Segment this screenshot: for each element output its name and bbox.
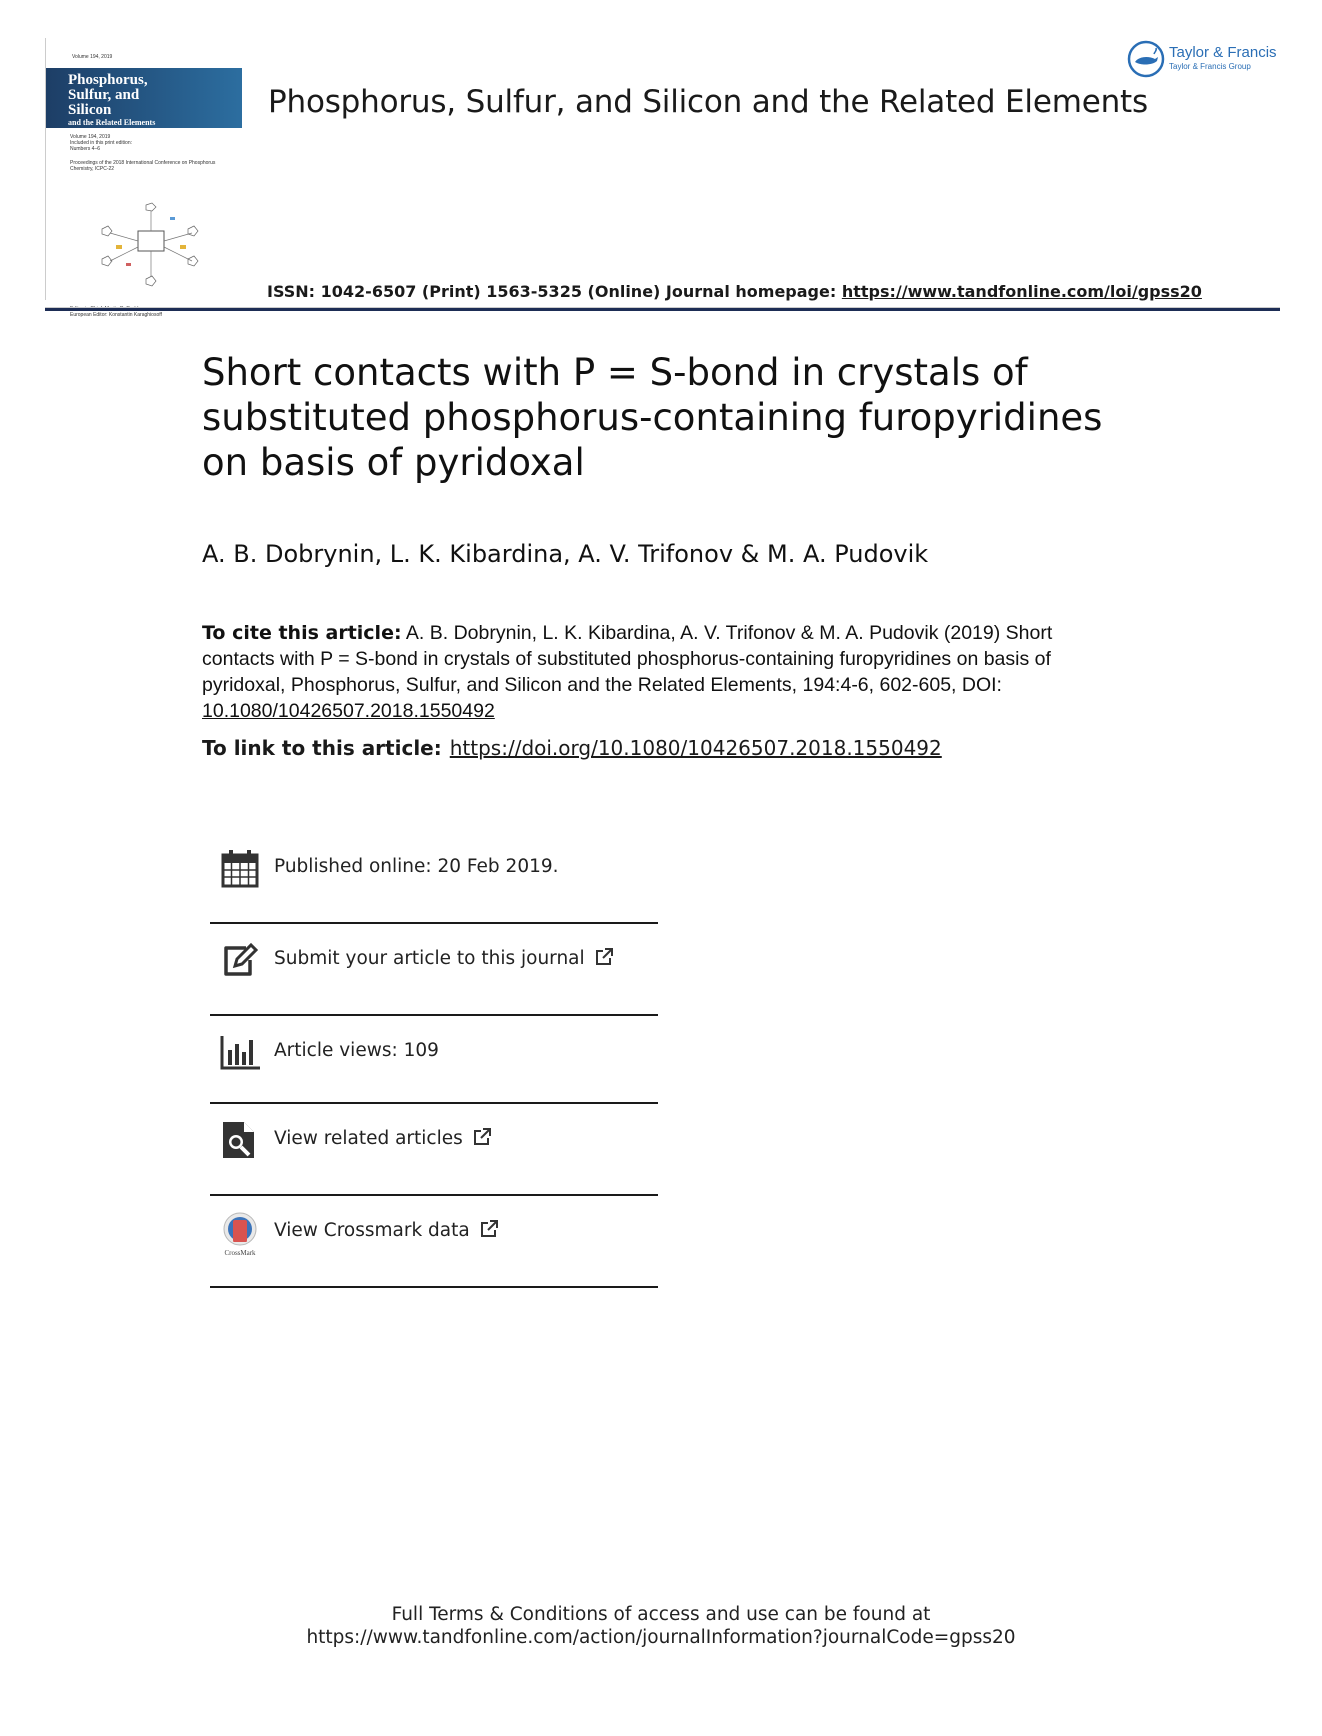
external-link-icon (595, 948, 613, 966)
submit-article-row[interactable] (210, 924, 658, 1014)
issn-text: ISSN: 1042-6507 (Print) 1563-5325 (Online) Journal homepage: (267, 282, 842, 301)
issn-line (267, 282, 1202, 301)
article-authors: A. B. Dobrynin, L. K. Kibardina, A. V. Trifonov & M. A. Pudovik (202, 540, 929, 568)
journal-title: Phosphorus, Sulfur, and Silicon and the Related Elements (268, 84, 1148, 120)
cover-volume-line: Volume 194, 2019 (72, 54, 113, 60)
related-articles-row[interactable] (210, 1104, 658, 1194)
crossmark-icon (220, 1212, 260, 1256)
cover-info-line: Volume 194, 2019 (70, 134, 111, 140)
cover-title-line: Silicon (68, 102, 112, 118)
citation-doi-link[interactable]: 10.1080/10426507.2018.1550492 (202, 700, 495, 722)
publisher-group: Taylor & Francis Group (1169, 62, 1251, 71)
publisher-name: Taylor & Francis (1169, 44, 1277, 61)
header-divider (45, 308, 1280, 311)
article-link-line (202, 736, 942, 760)
crossmark-row[interactable] (210, 1196, 658, 1286)
journal-cover-image (45, 38, 242, 318)
cover-editor-line: European Editor: Konstantin Karaghiosoff (70, 312, 162, 318)
journal-homepage-link[interactable]: https://www.tandfonline.com/loi/gpss20 (841, 282, 1202, 301)
related-articles-link[interactable]: View related articles (274, 1128, 463, 1149)
publisher-logo[interactable] (1127, 38, 1277, 80)
citation-label: To cite this article: (202, 622, 402, 644)
row-divider (210, 1286, 658, 1288)
published-online-row (210, 832, 658, 922)
external-link-icon (480, 1220, 498, 1238)
article-link-label: To link to this article: (202, 736, 442, 760)
cover-scheme-graphic (96, 203, 206, 293)
cover-title-line: Phosphorus, (68, 72, 148, 88)
taylor-francis-lamp-icon (1127, 40, 1165, 78)
terms-footer (0, 1603, 1322, 1649)
search-document-icon (220, 1120, 260, 1160)
article-views-text: Article views: 109 (274, 1040, 439, 1061)
terms-text: Full Terms & Conditions of access and use can be found at (391, 1604, 931, 1625)
article-views-row (210, 1016, 658, 1102)
submit-article-link[interactable]: Submit your article to this journal (274, 948, 585, 969)
article-title: Short contacts with P = S-bond in crystals of substituted phosphorus-containing furopyridines on basis of pyridoxal (202, 351, 1103, 484)
citation-text: A. B. Dobrynin, L. K. Kibardina, A. V. Trifonov & M. A. Pudovik (2019) Short contacts with P = S-bond in crystals of substituted phosphorus-containing furopyridines on basis of pyridoxal, Phosphorus, Sulfur, and Silicon and the Related Elements, 194:4-6, 602-605, DOI: (202, 622, 1053, 696)
crossmark-link[interactable]: View Crossmark data (274, 1220, 470, 1241)
edit-icon (220, 940, 260, 980)
cover-proceedings: Proceedings of the 2018 International Conference on Phosphorus Chemistry, ICPC-22 (70, 160, 216, 172)
external-link-icon (473, 1128, 491, 1146)
terms-link[interactable]: https://www.tandfonline.com/action/journalInformation?journalCode=gpss20 (306, 1627, 1016, 1648)
published-online-text: Published online: 20 Feb 2019. (274, 856, 559, 877)
cover-title-line: Sulfur, and (68, 87, 140, 103)
cover-title (46, 68, 242, 128)
cover-subtitle: and the Related Elements (68, 118, 156, 127)
cover-info (46, 128, 242, 172)
article-doi-link[interactable]: https://doi.org/10.1080/10426507.2018.1550492 (449, 736, 942, 760)
article-info-list (210, 832, 658, 1288)
crossmark-badge-text: CrossMark (224, 1249, 256, 1257)
cover-info-line: Numbers 4–6 (70, 146, 101, 152)
cover-info-line: Included in this print edition: (70, 140, 132, 146)
citation-block (202, 620, 1122, 724)
bar-chart-icon (220, 1032, 260, 1072)
calendar-icon (220, 848, 260, 888)
